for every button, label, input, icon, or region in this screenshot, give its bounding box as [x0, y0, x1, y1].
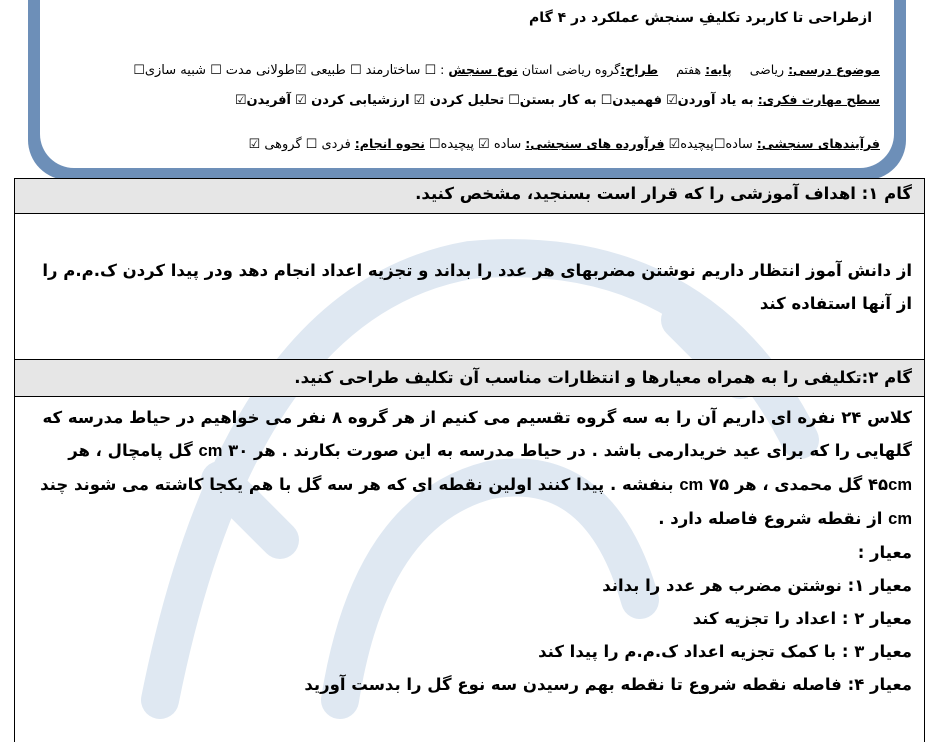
- products-label: فرآورده های سنجشی:: [525, 136, 665, 151]
- header-line-processes: [249, 136, 880, 152]
- assessment-type-label: نوع سنجش: [448, 62, 518, 77]
- designer-label: طراح:: [620, 62, 659, 77]
- header-line-thinking-skill: [235, 92, 880, 108]
- step2-para-line4: cm از نقطه شروع فاصله دارد .: [658, 509, 912, 528]
- step2-para-line3: ۴۵cm گل محمدی ، هر ۷۵ cm بنفشه . پیدا کنند اولین نقطه ای که هر سه گل با هم یکجا کاشته می شوند چند: [40, 475, 912, 494]
- skill-understand-checkbox[interactable]: فهمیدن☐: [600, 93, 663, 108]
- thinking-skill-label: سطح مهارت فکری:: [757, 92, 880, 107]
- subject-value: ریاضی: [749, 62, 785, 77]
- process-simple-checkbox[interactable]: ساده☐: [713, 137, 753, 152]
- step1-content-box: [14, 213, 925, 360]
- skill-apply-checkbox[interactable]: به کار بستن☐: [508, 93, 597, 108]
- header-line-subject: موضوع درسی: ریاضی پایه: هفتم طراح:گروه ریاضی استان نوع سنجش : ☐ ساختارمند ☐ طبیعی ☑طولانی مدت ☐ شبیه سازی☐: [133, 62, 880, 78]
- step2-content-box: [14, 396, 925, 742]
- assessment-type-structured-checkbox[interactable]: ☐ ساختارمند: [365, 63, 437, 78]
- products-complex-checkbox[interactable]: پیچیده☐: [428, 137, 475, 152]
- header-panel: [40, 0, 894, 168]
- criterion-3: معیار ۳ : با کمک تجزیه اعداد ک.م.م را پیدا کند: [538, 642, 912, 661]
- designer-value: گروه ریاضی استان: [521, 62, 621, 77]
- header-title: ازطراحی تا کاربرد تکلیفِ سنجش عملکرد در ۴ گام: [529, 10, 872, 26]
- criterion-4: معیار ۴: فاصله نقطه شروع تا نقطه بهم رسیدن سه نوع گل را بدست آورید: [304, 675, 912, 694]
- skill-create-checkbox[interactable]: آفریدن☑: [234, 93, 292, 108]
- skill-remember-checkbox[interactable]: به یاد آوردن☑: [666, 93, 754, 108]
- step2-para-line2: گلهایی را که برای عید خریدارمی باشد . در حیاط مدرسه به این صورت بکارند . هر ۳۰ cm گل پامچال ، هر: [68, 441, 912, 460]
- assessment-type-natural-checkbox[interactable]: ☐ طبیعی: [310, 63, 362, 78]
- assessment-type-simulation-checkbox[interactable]: ☐ شبیه سازی☐: [133, 63, 222, 78]
- process-complex-checkbox[interactable]: پیچیده☑: [668, 137, 714, 152]
- assessment-type-long-term-checkbox[interactable]: ☑طولانی مدت: [225, 63, 307, 78]
- grade-label: پایه:: [705, 62, 732, 77]
- step1-title: گام ۱: اهداف آموزشی را که قرار است بسنجید، مشخص کنید.: [415, 184, 912, 203]
- grade-value: هفتم: [676, 62, 702, 77]
- skill-evaluate-checkbox[interactable]: ارزشیابی کردن ☑: [295, 93, 410, 108]
- criteria-heading: معیار :: [857, 543, 912, 562]
- mode-individual-checkbox[interactable]: فردی ☐: [305, 137, 351, 152]
- process-label: فرآیندهای سنجشی:: [756, 136, 880, 151]
- step2-title: گام ۲:تکلیفی را به همراه معیارها و انتظارات مناسب آن تکلیف طراحی کنید.: [294, 368, 912, 387]
- step2-paragraph: [15, 397, 924, 701]
- step2-title-row: [14, 359, 925, 397]
- mode-group-checkbox[interactable]: گروهی ☑: [248, 137, 302, 152]
- subject-label: موضوع درسی:: [788, 62, 880, 77]
- criterion-1: معیار ۱: نوشتن مضرب هر عدد را بداند: [602, 576, 912, 595]
- mode-label: نحوه انجام:: [354, 136, 425, 151]
- skill-analyze-checkbox[interactable]: تحلیل کردن ☑: [413, 93, 505, 108]
- step1-content: از دانش آموز انتظار داریم نوشتن مضربهای هر عدد را بداند و تجزیه اعداد انجام دهد ودر پیدا کردن ک.م.م را از آنها استفاده کند: [42, 261, 912, 313]
- step2-para-line1: کلاس ۲۴ نفره ای داریم آن را به سه گروه تقسیم می کنیم از هر گروه ۸ نفر می خواهیم در حیاط مدرسه که: [42, 408, 912, 427]
- criterion-2: معیار ۲ : اعداد را تجزیه کند: [692, 609, 912, 628]
- step1-title-row: [14, 178, 925, 214]
- products-simple-checkbox[interactable]: ساده ☑: [478, 137, 522, 152]
